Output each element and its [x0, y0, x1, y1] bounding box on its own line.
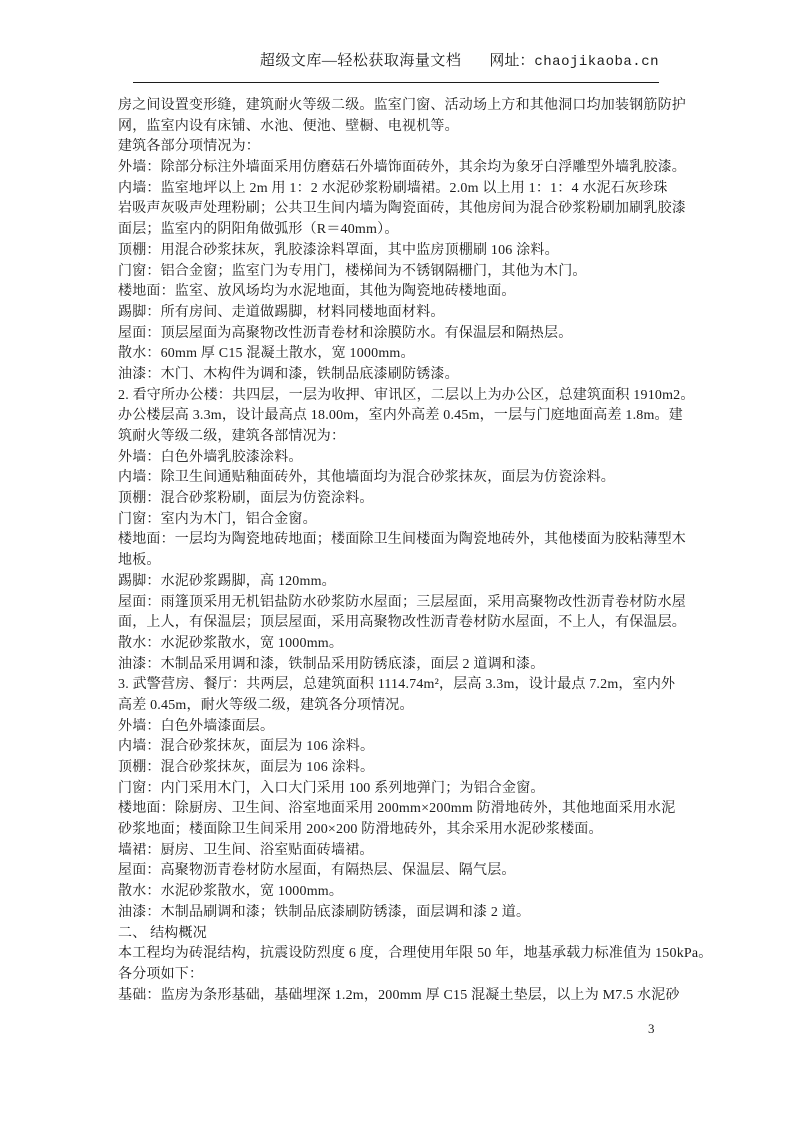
- page-number: 3: [648, 1021, 655, 1036]
- text-line: 屋面：顶层屋面为高聚物改性沥青卷材和涂膜防水。有保温层和隔热层。: [118, 325, 573, 341]
- text-line: 油漆：木制品刷调和漆；铁制品底漆刷防锈漆，面层调和漆 2 道。: [118, 904, 531, 920]
- text-line: 踢脚：所有房间、走道做踢脚，材料同楼地面材料。: [118, 304, 445, 320]
- header-site-url[interactable]: chaojikaoba.cn: [534, 54, 659, 70]
- text-line: 网，监室内设有床铺、水池、便池、壁橱、电视机等。: [118, 118, 459, 134]
- text-line: 内墙：混合砂浆抹灰，面层为 106 涂料。: [118, 739, 375, 755]
- text-line: 屋面：雨篷顶采用无机铝盐防水砂浆防水屋面；三层屋面，采用高聚物改性沥青卷材防水屋: [118, 594, 686, 610]
- text-line: 二、 结构概况: [118, 925, 207, 941]
- text-line: 外墙：白色外墙乳胶漆涂料。: [118, 449, 303, 465]
- text-line: 岩吸声灰吸声处理粉刷；公共卫生间内墙为陶瓷面砖，其他房间为混合砂浆粉刷加刷乳胶漆: [118, 201, 686, 217]
- text-line: 建筑各部分项情况为：: [118, 139, 260, 155]
- text-line: 门窗：铝合金窗；监室门为专用门，楼梯间为不锈钢隔栅门，其他为木门。: [118, 263, 587, 279]
- text-line: 散水：水泥砂浆散水，宽 1000mm。: [118, 884, 344, 900]
- text-line: 办公楼层高 3.3m，设计最高点 18.00m，室内外高差 0.45m，一层与门庭地面高差 1.8m。建: [118, 408, 683, 424]
- text-line: 房之间设置变形缝，建筑耐火等级二级。监室门窗、活动场上方和其他洞口均加装钢筋防护: [118, 98, 686, 113]
- text-line: 顶棚：混合砂浆粉刷，面层为仿瓷涂料。: [118, 491, 374, 507]
- text-line: 墙裙：厨房、卫生间、浴室贴面砖墙裙。: [118, 842, 374, 858]
- text-line: 踢脚：水泥砂浆踢脚，高 120mm。: [118, 573, 336, 589]
- text-line: 门窗：室内为木门，铝合金窗。: [118, 511, 317, 527]
- header-site-name: 超级文库—轻松获取海量文档: [259, 53, 462, 69]
- text-line: 散水：60mm 厚 C15 混凝土散水，宽 1000mm。: [118, 346, 415, 362]
- text-line: 散水：水泥砂浆散水，宽 1000mm。: [118, 635, 344, 651]
- text-line: 外墙：除部分标注外墙面采用仿磨菇石外墙饰面砖外，其余均为象牙白浮雕型外墙乳胶漆。: [118, 160, 686, 176]
- text-line: 屋面：高聚物沥青卷材防水屋面，有隔热层、保温层、隔气层。: [118, 863, 516, 879]
- document-body-text: [118, 96, 713, 1006]
- text-line: 内墙：除卫生间通贴釉面砖外，其他墙面均为混合砂浆抹灰，面层为仿瓷涂料。: [118, 470, 615, 486]
- text-line: 各分项如下：: [118, 966, 204, 982]
- text-line: 高差 0.45m，耐火等级二级，建筑各分项情况。: [118, 697, 414, 713]
- text-line: 楼地面：监室、放风场均为水泥地面，其他为陶瓷地砖楼地面。: [118, 284, 516, 300]
- page-header: [133, 51, 659, 83]
- text-line: 面层；监室内的阴阳角做弧形（R＝40mm）。: [118, 222, 399, 238]
- text-line: 油漆：木门、木构件为调和漆，铁制品底漆刷防锈漆。: [118, 366, 459, 382]
- text-line: 面，上人，有保温层；顶层屋面，采用高聚物改性沥青卷材防水屋面，不上人，有保温层。: [118, 615, 686, 631]
- text-line: 门窗：内门采用木门，入口大门采用 100 系列地弹门；为铝合金窗。: [118, 780, 545, 796]
- text-line: 内墙：监室地坪以上 2m 用 1：2 水泥砂浆粉刷墙裙。2.0m 以上用 1：1：4 水泥石灰珍珠: [118, 180, 668, 196]
- header-url-label: 网址：: [489, 53, 535, 69]
- text-line: 砂浆地面；楼面除卫生间采用 200×200 防滑地砖外，其余采用水泥砂浆楼面。: [118, 822, 603, 838]
- text-line: 顶棚：用混合砂浆抹灰，乳胶漆涂料罩面，其中监房顶棚刷 106 涂料。: [118, 242, 559, 258]
- text-line: 油漆：木制品采用调和漆，铁制品采用防锈底漆，面层 2 道调和漆。: [118, 656, 545, 672]
- text-line: 地板。: [118, 553, 161, 569]
- text-line: 顶棚：混合砂浆抹灰，面层为 106 涂料。: [118, 760, 375, 775]
- text-line: 筑耐火等级二级，建筑各部情况为：: [118, 429, 346, 444]
- text-line: 楼地面：除厨房、卫生间、浴室地面采用 200mm×200mm 防滑地砖外，其他地面采用水泥: [118, 801, 676, 817]
- text-line: 外墙：白色外墙漆面层。: [118, 718, 275, 734]
- text-line: 3. 武警营房、餐厅：共两层，总建筑面积 1114.74m²，层高 3.3m，设计最点 7.2m，室内外: [118, 677, 676, 693]
- text-line: 本工程均为砖混结构，抗震设防烈度 6 度，合理使用年限 50 年，地基承载力标准值为 150kPa。: [118, 946, 713, 962]
- text-line: 2. 看守所办公楼：共四层，一层为收押、审讯区，二层以上为办公区，总建筑面积 1910m2。: [118, 387, 695, 403]
- text-line: 基础：监房为条形基础，基础埋深 1.2m，200mm 厚 C15 混凝土垫层，以上为 M7.5 水泥砂: [118, 987, 680, 1003]
- text-line: 楼地面：一层均为陶瓷地砖地面；楼面除卫生间楼面为陶瓷地砖外，其他楼面为胶粘薄型木: [118, 532, 686, 548]
